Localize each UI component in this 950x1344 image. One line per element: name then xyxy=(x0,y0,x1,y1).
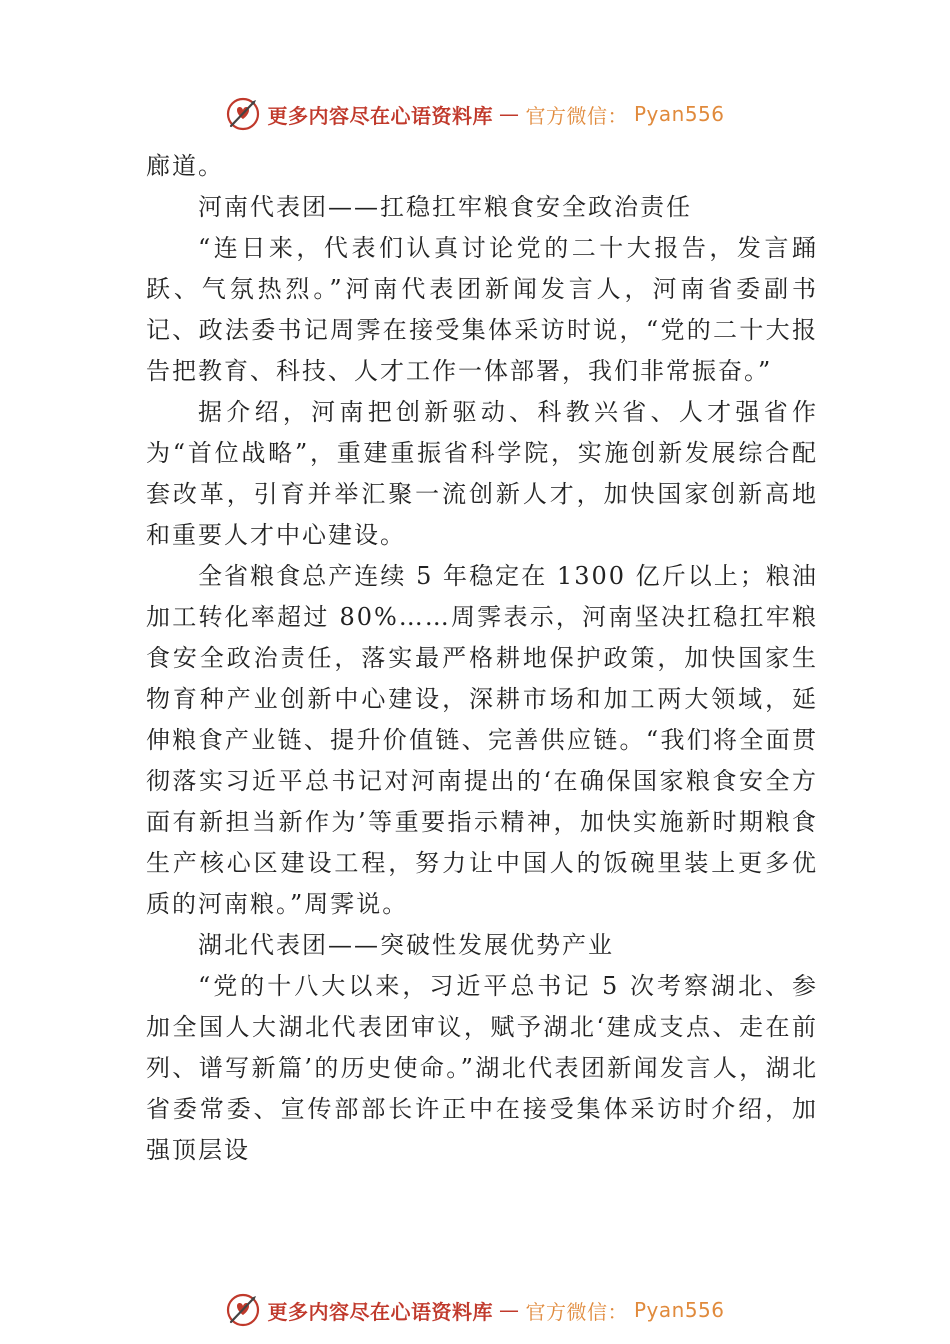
brush-heart-logo-icon xyxy=(225,1292,261,1328)
footer-official-label: 官方微信： xyxy=(525,1299,628,1324)
body-paragraph: 全省粮食总产连续 5 年稳定在 1300 亿斤以上；粮油加工转化率超过 80%……周霁表示，河南坚决扛稳扛牢粮食安全政治责任，落实最严格耕地保护政策，加快国家生物育种产业创新中心建设，深耕市场和加工两大领域，延伸粮食产业链、提升价值链、完善供应链。“我们将全面贯彻落实习近平总书记对河南提出的‘在确保国家粮食安全方面有新担当新作为’等重要指示精神，加快实施新时期粮食生产核心区建设工程，努力让中国人的饭碗里装上更多优质的河南粮。”周霁说。 xyxy=(146,562,818,918)
document-body xyxy=(146,146,818,1171)
brush-heart-logo-icon xyxy=(225,96,261,132)
body-paragraph: “党的十八大以来，习近平总书记 5 次考察湖北、参加全国人大湖北代表团审议，赋予湖北‘建成支点、走在前列、谱写新篇’的历史使命。”湖北代表团新闻发言人，湖北省委常委、宣传部部长许正中在接受集体采访时介绍，加强顶层设 xyxy=(146,972,818,1164)
footer-brand-text: 更多内容尽在心语资料库 xyxy=(267,1299,493,1324)
header-banner xyxy=(0,92,950,136)
footer-banner xyxy=(0,1288,950,1332)
paragraph-continuation: 廊道。 xyxy=(146,152,224,180)
header-dash: — xyxy=(498,102,520,126)
section-heading-henan: 河南代表团——扛稳扛牢粮食安全政治责任 xyxy=(198,193,692,221)
section-heading-hubei: 湖北代表团——突破性发展优势产业 xyxy=(198,931,614,959)
footer-wechat-id: Pyan556 xyxy=(633,1298,725,1322)
footer-dash: — xyxy=(498,1298,520,1322)
body-paragraph: 据介绍，河南把创新驱动、科教兴省、人才强省作为“首位战略”，重建重振省科学院，实施创新发展综合配套改革，引育并举汇聚一流创新人才，加快国家创新高地和重要人才中心建设。 xyxy=(146,398,818,549)
body-paragraph: “连日来，代表们认真讨论党的二十大报告，发言踊跃、气氛热烈。”河南代表团新闻发言人，河南省委副书记、政法委书记周霁在接受集体采访时说，“党的二十大报告把教育、科技、人才工作一体部署，我们非常振奋。” xyxy=(146,234,818,385)
header-brand-text: 更多内容尽在心语资料库 xyxy=(267,103,493,128)
header-official-label: 官方微信： xyxy=(525,103,628,128)
header-wechat-id: Pyan556 xyxy=(633,102,725,126)
